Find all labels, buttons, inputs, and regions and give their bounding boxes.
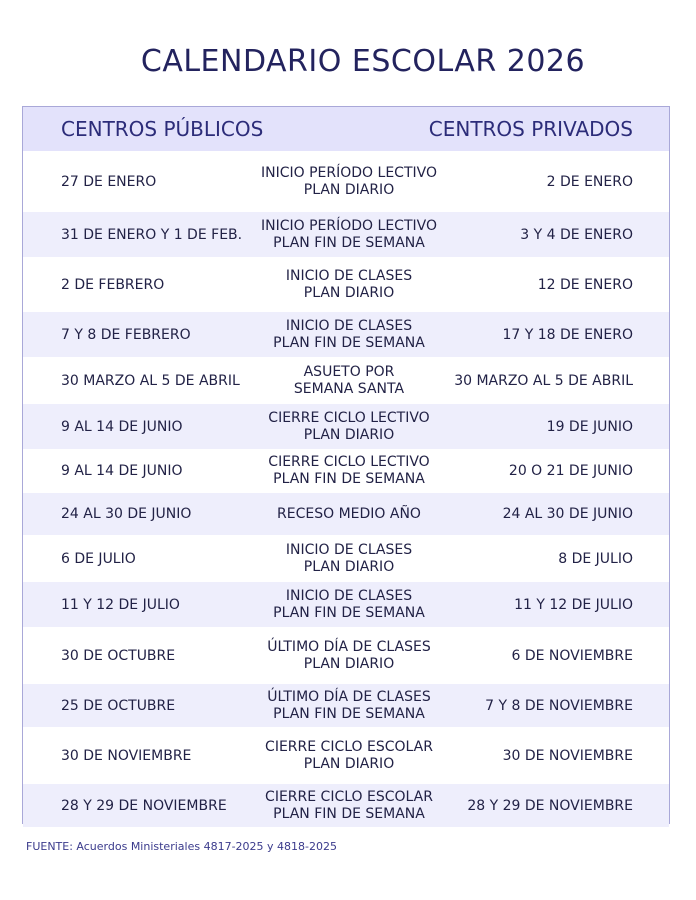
event-line: INICIO DE CLASES bbox=[285, 317, 413, 334]
public-date-cell: 2 DE FEBRERO bbox=[61, 276, 165, 293]
event-cell bbox=[245, 218, 453, 252]
event-line: ÚLTIMO DÍA DE CLASES bbox=[267, 688, 431, 705]
public-date-cell: 11 Y 12 DE JULIO bbox=[61, 596, 180, 613]
table-row bbox=[23, 684, 669, 727]
page-title: CALENDARIO ESCOLAR 2026 bbox=[140, 44, 586, 79]
event-line: INICIO PERÍODO LECTIVO bbox=[261, 164, 437, 181]
public-date-cell: 31 DE ENERO Y 1 DE FEB. bbox=[61, 226, 243, 243]
event-line: PLAN DIARIO bbox=[303, 558, 395, 575]
source-note: FUENTE: Acuerdos Ministeriales 4817-2025 y 4818-2025 bbox=[26, 840, 337, 853]
public-date-cell: 27 DE ENERO bbox=[61, 173, 157, 190]
table-row bbox=[23, 535, 669, 582]
event-line: ASUETO POR bbox=[303, 363, 395, 380]
event-line: ÚLTIMO DÍA DE CLASES bbox=[267, 638, 431, 655]
private-date-cell: 30 DE NOVIEMBRE bbox=[502, 747, 633, 764]
event-line: INICIO DE CLASES bbox=[285, 267, 413, 284]
public-date-cell: 6 DE JULIO bbox=[61, 550, 136, 567]
event-cell bbox=[245, 739, 453, 773]
event-cell bbox=[245, 454, 453, 488]
event-cell bbox=[245, 542, 453, 576]
private-date-cell: 28 Y 29 DE NOVIEMBRE bbox=[467, 797, 633, 814]
event-line: CIERRE CICLO ESCOLAR bbox=[265, 788, 433, 805]
event-cell bbox=[245, 639, 453, 673]
table-row bbox=[23, 212, 669, 257]
public-date-cell: 7 Y 8 DE FEBRERO bbox=[61, 326, 191, 343]
event-line: INICIO DE CLASES bbox=[285, 587, 413, 604]
public-date-cell: 9 AL 14 DE JUNIO bbox=[61, 418, 183, 435]
public-date-cell: 28 Y 29 DE NOVIEMBRE bbox=[61, 797, 227, 814]
event-line: PLAN FIN DE SEMANA bbox=[273, 471, 425, 487]
table-row bbox=[23, 784, 669, 827]
calendar-table bbox=[22, 106, 670, 824]
event-line: SEMANA SANTA bbox=[293, 380, 405, 397]
event-line: CIERRE CICLO LECTIVO bbox=[268, 409, 430, 426]
public-date-cell: 30 DE NOVIEMBRE bbox=[61, 747, 192, 764]
private-date-cell: 6 DE NOVIEMBRE bbox=[511, 647, 633, 664]
table-body bbox=[23, 151, 669, 827]
event-cell bbox=[245, 165, 453, 199]
event-line: PLAN DIARIO bbox=[303, 181, 395, 198]
event-cell bbox=[245, 789, 453, 823]
event-line: PLAN FIN DE SEMANA bbox=[273, 805, 425, 822]
private-date-cell: 24 AL 30 DE JUNIO bbox=[502, 506, 633, 522]
header-privados: CENTROS PRIVADOS bbox=[428, 117, 633, 141]
private-date-cell: 2 DE ENERO bbox=[546, 173, 633, 190]
event-line: PLAN DIARIO bbox=[303, 655, 395, 672]
table-row bbox=[23, 404, 669, 449]
event-line: PLAN DIARIO bbox=[303, 755, 395, 772]
private-date-cell: 8 DE JULIO bbox=[558, 550, 633, 567]
private-date-cell: 12 DE ENERO bbox=[537, 276, 633, 293]
table-header bbox=[23, 107, 669, 151]
private-date-cell: 30 MARZO AL 5 DE ABRIL bbox=[454, 372, 633, 389]
public-date-cell: 9 AL 14 DE JUNIO bbox=[61, 463, 183, 479]
event-line: PLAN FIN DE SEMANA bbox=[273, 334, 425, 351]
table-row bbox=[23, 357, 669, 404]
event-cell bbox=[245, 689, 453, 723]
event-line: PLAN FIN DE SEMANA bbox=[273, 234, 425, 251]
event-line: INICIO DE CLASES bbox=[285, 541, 413, 558]
event-cell bbox=[245, 268, 453, 302]
event-line: CIERRE CICLO ESCOLAR bbox=[265, 738, 433, 755]
header-publicos: CENTROS PÚBLICOS bbox=[61, 117, 264, 141]
event-line: PLAN DIARIO bbox=[303, 284, 395, 301]
event-line: CIERRE CICLO LECTIVO bbox=[268, 454, 430, 470]
event-cell bbox=[245, 588, 453, 622]
table-row bbox=[23, 151, 669, 212]
event-cell bbox=[245, 318, 453, 352]
public-date-cell: 30 DE OCTUBRE bbox=[61, 647, 176, 664]
event-line: PLAN DIARIO bbox=[303, 426, 395, 443]
event-cell bbox=[245, 506, 453, 523]
event-line: INICIO PERÍODO LECTIVO bbox=[261, 217, 437, 234]
public-date-cell: 25 DE OCTUBRE bbox=[61, 697, 176, 714]
table-row bbox=[23, 727, 669, 784]
public-date-cell: 24 AL 30 DE JUNIO bbox=[61, 506, 192, 522]
private-date-cell: 17 Y 18 DE ENERO bbox=[502, 326, 633, 343]
event-line: PLAN FIN DE SEMANA bbox=[273, 604, 425, 621]
private-date-cell: 11 Y 12 DE JULIO bbox=[514, 596, 633, 613]
private-date-cell: 7 Y 8 DE NOVIEMBRE bbox=[485, 697, 633, 714]
event-line: PLAN FIN DE SEMANA bbox=[273, 705, 425, 722]
private-date-cell: 19 DE JUNIO bbox=[546, 418, 633, 435]
table-row bbox=[23, 257, 669, 312]
private-date-cell: 20 O 21 DE JUNIO bbox=[508, 463, 633, 479]
event-cell bbox=[245, 364, 453, 398]
table-row bbox=[23, 449, 669, 493]
table-row bbox=[23, 493, 669, 535]
table-row bbox=[23, 582, 669, 627]
event-line: RECESO MEDIO AÑO bbox=[277, 505, 421, 522]
table-row bbox=[23, 312, 669, 357]
event-cell bbox=[245, 410, 453, 444]
public-date-cell: 30 MARZO AL 5 DE ABRIL bbox=[61, 372, 240, 389]
private-date-cell: 3 Y 4 DE ENERO bbox=[520, 226, 633, 243]
table-row bbox=[23, 627, 669, 684]
